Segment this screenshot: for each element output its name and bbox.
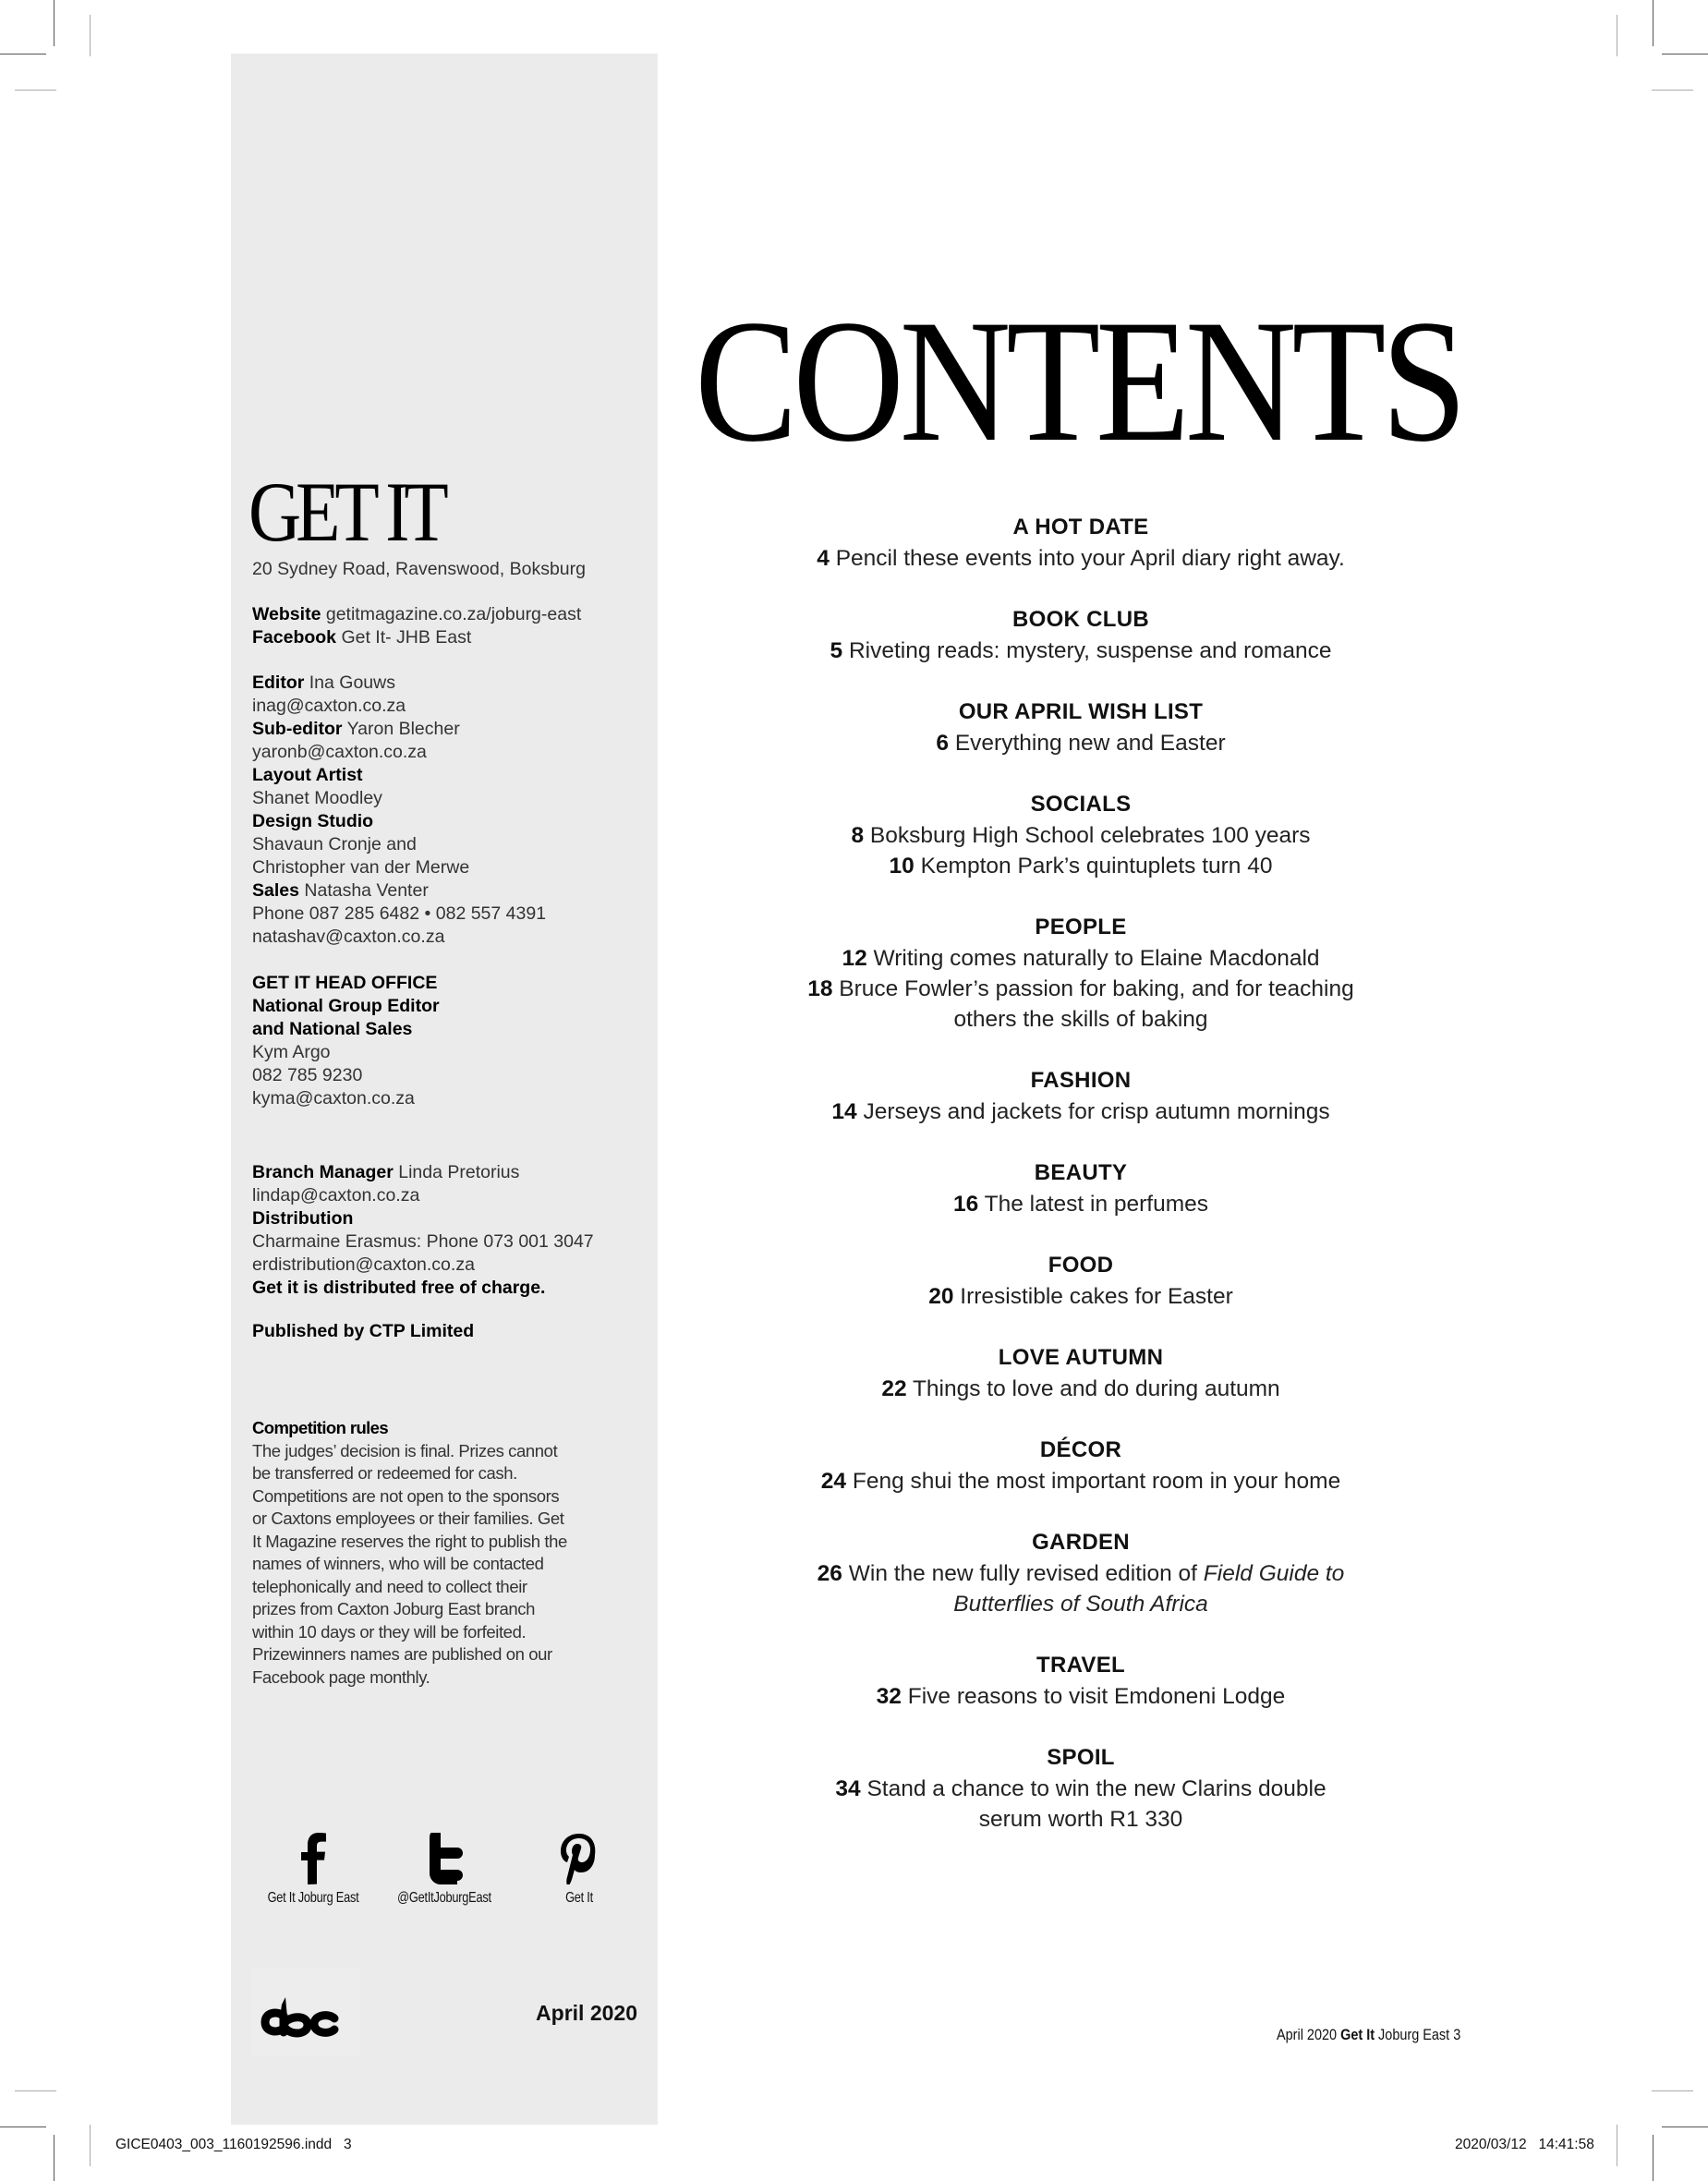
toc-section-fashion	[730, 1065, 1432, 1127]
facebook-icon	[244, 1827, 382, 1884]
toc-section-spoil	[730, 1742, 1432, 1835]
rules-line: telephonically and need to collect their	[252, 1576, 527, 1596]
head-office-role: and National Sales	[252, 1019, 413, 1039]
staff-row: Layout Artist	[252, 765, 363, 785]
folio-date: April 2020	[1277, 2026, 1338, 2043]
rules-line: Facebook page monthly.	[252, 1666, 430, 1687]
issue-date: April 2020	[536, 2001, 637, 2025]
branch-row: Charmaine Erasmus: Phone 073 001 3047	[252, 1231, 594, 1252]
toc-section-love-autumn	[730, 1342, 1432, 1404]
crop-mark	[15, 90, 56, 91]
rules-line: Competitions are not open to the sponsors	[252, 1485, 560, 1506]
head-office-name: Kym Argo	[252, 1042, 331, 1062]
toc-section-garden	[730, 1527, 1432, 1619]
crop-mark	[1662, 2126, 1708, 2127]
toc-section-travel	[730, 1650, 1432, 1712]
slug-timestamp: 2020/03/12 14:41:58	[1455, 2137, 1594, 2152]
crop-mark	[0, 2126, 46, 2127]
toc-heading: SOCIALS	[1030, 792, 1132, 817]
head-office	[252, 972, 440, 1110]
social-label: Get It Joburg East	[267, 1890, 359, 1906]
toc-section-people	[730, 912, 1432, 1035]
crop-mark	[1652, 90, 1693, 91]
staff-row: Sales Natasha Venter	[252, 880, 429, 901]
website-link[interactable]: getitmagazine.co.za/joburg-east	[325, 604, 582, 624]
crop-mark	[54, 0, 55, 46]
staff-row: Design Studio	[252, 811, 374, 831]
toc-section-wish-list	[730, 697, 1432, 758]
toc-section-socials	[730, 789, 1432, 881]
facebook-value: Get It- JHB East	[341, 627, 472, 648]
email[interactable]: kyma@caxton.co.za	[252, 1088, 415, 1109]
rules-line: be transferred or redeemed for cash.	[252, 1463, 517, 1483]
toc-section-beauty	[730, 1157, 1432, 1219]
branch-row: Branch Manager Linda Pretorius	[252, 1162, 520, 1182]
email[interactable]: natashav@caxton.co.za	[252, 927, 445, 947]
toc-entry[interactable]: 24 Feng shui the most important room in your home	[820, 1469, 1341, 1494]
abc-logo	[251, 1968, 360, 2055]
toc-entry[interactable]: 6 Everything new and Easter	[936, 731, 1226, 756]
website-line	[252, 603, 581, 626]
staff-row: Sub-editor Yaron Blecher	[252, 719, 460, 739]
branch-info	[252, 1161, 594, 1300]
address: 20 Sydney Road, Ravenswood, Boksburg	[252, 559, 586, 579]
slug-filename: GICE0403_003_1160192596.indd 3	[115, 2137, 352, 2152]
pinterest-icon	[510, 1827, 648, 1884]
page-title: CONTENTS	[695, 285, 1462, 479]
crop-mark	[0, 54, 46, 55]
email[interactable]: erdistribution@caxton.co.za	[252, 1254, 475, 1275]
toc-entry[interactable]: 5 Riveting reads: mystery, suspense and romance	[830, 638, 1332, 663]
toc-heading: OUR APRIL WISH LIST	[958, 699, 1204, 724]
rules-line: It Magazine reserves the right to publish the	[252, 1531, 567, 1551]
toc-heading: PEOPLE	[1035, 915, 1127, 939]
toc-section-food	[730, 1250, 1432, 1312]
toc-section-hot-date	[730, 512, 1432, 574]
email[interactable]: inag@caxton.co.za	[252, 696, 406, 716]
branch-row: Distribution	[252, 1208, 354, 1229]
toc-entry[interactable]: 12 Writing comes naturally to Elaine Macdonald	[842, 946, 1320, 971]
twitter-icon	[375, 1827, 514, 1884]
rules-line: names of winners, who will be contacted	[252, 1554, 544, 1573]
crop-mark	[90, 15, 91, 56]
branch-row	[252, 1254, 594, 1277]
toc-entry[interactable]: 34 Stand a chance to win the new Clarins double serum worth R1 330	[835, 1776, 1326, 1832]
staff-list	[252, 672, 546, 949]
crop-mark	[1662, 54, 1708, 55]
toc-heading: GARDEN	[1032, 1530, 1130, 1555]
branch-row	[252, 1184, 594, 1207]
toc-entry[interactable]: 14 Jerseys and jackets for crisp autumn mornings	[831, 1099, 1330, 1124]
crop-mark	[54, 2135, 55, 2181]
toc-entry[interactable]: 4 Pencil these events into your April diary right away.	[817, 546, 1345, 571]
social-label: Get It	[565, 1890, 593, 1906]
toc-heading: DÉCOR	[1039, 1437, 1122, 1462]
toc-section-decor	[730, 1435, 1432, 1496]
toc-entry[interactable]: 10 Kempton Park’s quintuplets turn 40	[889, 854, 1273, 878]
staff-row: Shavaun Cronje and	[252, 834, 417, 854]
toc-entry[interactable]: 18 Bruce Fowler’s passion for baking, and for teaching others the skills of baking	[807, 976, 1354, 1032]
staff-row: Phone 087 285 6482 • 082 557 4391	[252, 903, 547, 924]
social-twitter[interactable]	[375, 1827, 514, 1907]
toc-heading: A HOT DATE	[1012, 515, 1149, 539]
facebook-label: Facebook	[252, 627, 337, 648]
toc-heading: FASHION	[1030, 1068, 1132, 1093]
staff-row: Christopher van der Merwe	[252, 857, 470, 878]
staff-row	[252, 695, 546, 718]
toc-entry[interactable]: 32 Five reasons to visit Emdoneni Lodge	[876, 1684, 1286, 1709]
crop-mark	[1652, 2090, 1693, 2091]
folio-edition: Joburg East 3	[1378, 2026, 1461, 2043]
social-pinterest[interactable]	[510, 1827, 648, 1907]
competition-rules-title: Competition rules	[252, 1418, 389, 1437]
toc-heading: FOOD	[1048, 1253, 1114, 1278]
staff-row	[252, 741, 546, 764]
rules-line: Prizewinners names are published on our	[252, 1644, 552, 1664]
folio-brand: Get It	[1340, 2026, 1375, 2043]
toc-section-book-club	[730, 604, 1432, 666]
staff-row: Editor Ina Gouws	[252, 672, 395, 693]
staff-row: Shanet Moodley	[252, 788, 382, 808]
toc-entry[interactable]: 26 Win the new fully revised edition of Field Guide to Butterflies of South Africa	[817, 1561, 1345, 1617]
toc-entry[interactable]: 22 Things to love and do during autumn	[881, 1376, 1280, 1401]
toc-heading: SPOIL	[1047, 1745, 1115, 1770]
masthead-sidebar	[231, 54, 658, 2125]
toc-entry[interactable]: 16 The latest in perfumes	[952, 1192, 1209, 1217]
website-label: Website	[252, 604, 321, 624]
rules-line: or Caxtons employees or their families. Get	[252, 1509, 564, 1528]
crop-mark	[15, 2090, 56, 2091]
toc-heading: BEAUTY	[1034, 1160, 1128, 1185]
crop-mark	[90, 2125, 91, 2166]
toc-entry[interactable]: 8 Boksburg High School celebrates 100 years	[851, 823, 1311, 848]
page-folio	[1277, 2026, 1460, 2044]
staff-row	[252, 926, 546, 949]
rules-line: within 10 days or they will be forfeited.	[252, 1621, 527, 1642]
facebook-line	[252, 626, 471, 649]
head-office-title: GET IT HEAD OFFICE	[252, 973, 438, 993]
head-office-role: National Group Editor	[252, 996, 440, 1016]
table-of-contents	[730, 512, 1432, 1865]
social-facebook[interactable]	[244, 1827, 382, 1907]
competition-rules	[252, 1417, 640, 1689]
toc-heading: LOVE AUTUMN	[998, 1345, 1164, 1370]
toc-entry[interactable]: 20 Irresistible cakes for Easter	[928, 1284, 1233, 1309]
rules-line: The judges’ decision is final. Prizes cannot	[252, 1440, 558, 1460]
branch-row: Get it is distributed free of charge.	[252, 1278, 546, 1298]
social-label: @GetItJoburgEast	[397, 1890, 491, 1906]
email[interactable]: yaronb@caxton.co.za	[252, 742, 427, 762]
toc-heading: TRAVEL	[1036, 1653, 1126, 1678]
head-office-phone: 082 785 9230	[252, 1065, 363, 1085]
toc-heading: BOOK CLUB	[1011, 607, 1150, 632]
get-it-logo: GET IT	[248, 465, 443, 559]
email[interactable]: lindap@caxton.co.za	[252, 1185, 420, 1206]
publisher: Published by CTP Limited	[252, 1321, 475, 1341]
rules-line: prizes from Caxton Joburg East branch	[252, 1599, 536, 1618]
